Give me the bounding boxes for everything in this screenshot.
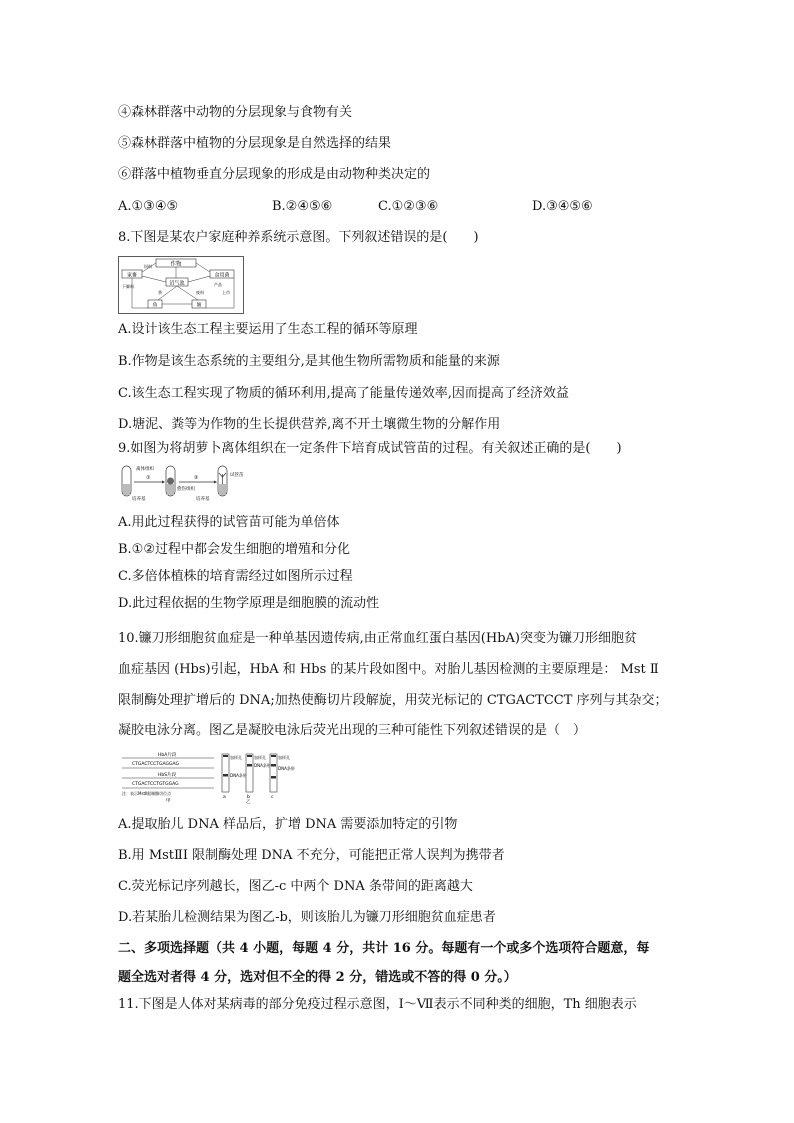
fig8-label-scraps: 下脚料 (122, 284, 134, 289)
fig8-label-pond: 塘 (196, 302, 202, 309)
q8-option-d: D.塘泥、粪等为作物的生长提供营养,离不开土壤微生物的分解作用 (118, 417, 501, 432)
question-11: 11.下图是人体对某病毒的部分免疫过程示意图，Ⅰ～Ⅶ表示不同种类的细胞，Th 细胞表示 (118, 997, 637, 1012)
question-8: 8.下图是某农户家庭种养系统示意图。下列叙述错误的是( ) (118, 230, 479, 245)
fig10-label-hba: HbA片段 (158, 753, 177, 758)
fig9-label-callus: 愈伤组织 (177, 487, 195, 492)
q8-option-a: A.设计该生态工程主要运用了生态工程的循环等原理 (118, 322, 418, 337)
fig10-seq-hbs: CTGACTCCTGTGGAG (132, 782, 179, 787)
q10-option-a: A.提取胎儿 DNA 样品后，扩增 DNA 需要添加特定的引物 (118, 817, 458, 832)
q10-option-c: C.荧光标记序列越长，图乙-c 中两个 DNA 条带间的距离越大 (118, 879, 473, 894)
fig8-label-fish: 鱼 (152, 302, 158, 309)
section-2-heading-line-2: 题全选对者得 4 分，选对但不全的得 2 分，错选或不答的得 0 分。） (118, 970, 517, 985)
question-10-line-1: 10.镰刀形细胞贫血症是一种单基因遗传病,由正常血红蛋白基因(HbA)突变为镰刀形细胞贫 (118, 631, 637, 646)
q10-option-b: B.用 MstⅡI 限制酶处理 DNA 不充分，可能把正常人误判为携带者 (118, 848, 505, 863)
question-10-line-3: 限制酶处理扩增后的 DNA;加热使酶切片段解旋，用荧光标记的 CTGACTCCT 序列与其杂交； (118, 693, 668, 708)
fig8-label-waste: 废料 (196, 290, 204, 295)
fig8-label-manure: 粪 (158, 290, 162, 295)
fig10-label-a: a (223, 795, 226, 800)
q10-option-d: D.若某胎儿检测结果为图乙-b，则该胎儿为镰刀形细胞贫血症患者 (118, 910, 496, 925)
text-line-6: ⑥群落中植物垂直分层现象的形成是由动物种类决定的 (118, 167, 431, 182)
q9-option-b: B.①②过程中都会发生细胞的增殖和分化 (118, 542, 350, 557)
fig8-label-crop: 作物 (170, 261, 182, 268)
fig8-label-product: 产品 (214, 282, 222, 287)
q7-option-a: A.①③④⑤ (118, 199, 179, 214)
q8-option-c: C.该生态工程实现了物质的循环利用,提高了能量传递效率,因而提高了经济效益 (118, 386, 569, 401)
fig10-label-c: c (271, 795, 274, 800)
q8-option-b: B.作物是该生态系统的主要组分,是其他生物所需物质和能量的来源 (118, 354, 500, 369)
fig9-label-medium-2: 培养基 (196, 497, 210, 502)
fig10-label-band-b: DNA条带 (254, 763, 271, 768)
q7-option-b: B.②④⑤⑥ (272, 199, 333, 214)
q9-option-a: A.用此过程获得的试管苗可能为单倍体 (118, 515, 340, 530)
fig9-label-medium-1: 培养基 (132, 497, 146, 502)
fig10-label-band-a: DNA条带 (230, 773, 247, 778)
fig10-label-jia: 甲 (166, 799, 171, 804)
q7-option-c: C.①②③⑥ (378, 199, 439, 214)
section-2-heading-line-1: 二、多项选择题（共 4 小题，每题 4 分，共计 16 分。每题有一个或多个选项符合题意，每 (118, 941, 650, 956)
fig10-label-well-c: 加样孔 (278, 755, 290, 760)
fig8-label-feed: 饲料 (144, 264, 152, 269)
fig9-label-step-2: ② (194, 475, 199, 481)
fig10-label-b: b (247, 795, 250, 800)
q9-option-c: C.多倍体植株的培育需经过如图所示过程 (118, 569, 353, 584)
fig10-note: 注：表示MstⅡ限制酶切位点 (122, 791, 172, 796)
figure-10-gene-electrophoresis (118, 750, 303, 804)
fig10-label-well-a: 加样孔 (230, 755, 242, 760)
fig10-label-well-b: 加样孔 (254, 755, 266, 760)
fig9-label-isolated-tissue: 离体组织 (136, 467, 154, 472)
fig8-label-fungus: 食用菌 (214, 272, 230, 279)
text-line-5: ⑤森林群落中植物的分层现象是自然选择的结果 (118, 136, 392, 151)
fig8-label-biogas: 沼气池 (169, 280, 185, 287)
question-10-line-2: 血症基因 (Hbs)引起，HbA 和 Hbs 的某片段如图中。对胎儿基因检测的主要原理是： Mst Ⅱ (118, 662, 659, 677)
fig9-label-plantlet: 试管苗 (230, 473, 244, 478)
figure-9-tissue-culture-diagram (118, 462, 248, 502)
fig10-label-yi: 乙 (246, 800, 251, 804)
q7-option-d: D.③④⑤⑥ (532, 199, 593, 214)
fig9-label-step-1: ① (146, 475, 151, 481)
text-line-4: ④森林群落中动物的分层现象与食物有关 (118, 105, 353, 120)
fig10-seq-hba: CTGACTCCTGAGGAG (132, 762, 179, 767)
fig10-label-hbs: HbS片段 (158, 773, 177, 778)
question-9: 9.如图为将胡萝卜离体组织在一定条件下培育成试管苗的过程。有关叙述正确的是( ) (118, 441, 622, 456)
figure-8-farm-system-diagram (118, 256, 244, 314)
fig10-label-band-c: DNA条带 (278, 766, 295, 771)
q9-option-d: D.此过程依据的生物学原理是细胞膜的流动性 (118, 596, 380, 611)
question-10-line-4: 凝胶电泳分离。图乙是凝胶电泳后荧光出现的三种可能性下列叙述错误的是（ ） (118, 723, 587, 738)
fig8-label-market: 上市 (222, 290, 230, 295)
fig8-label-livestock: 家畜 (126, 272, 138, 279)
